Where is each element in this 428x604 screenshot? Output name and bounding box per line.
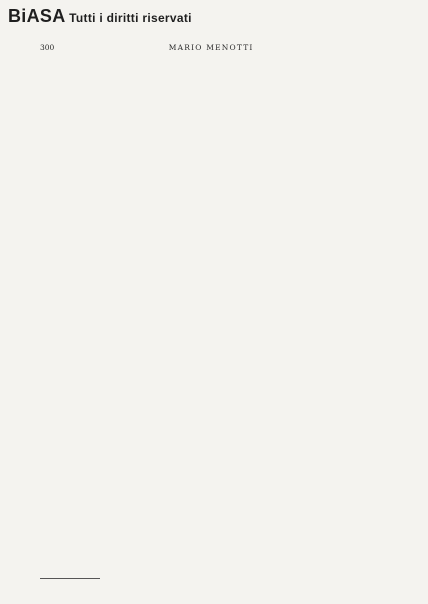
running-title: MARIO MENOTTI [168, 43, 254, 52]
running-header [40, 43, 388, 52]
page-number: 300 [40, 43, 55, 52]
watermark-brand: BiASA [8, 6, 66, 26]
watermark [8, 6, 192, 27]
footnotes [40, 578, 386, 581]
footnote-rule [40, 578, 100, 579]
watermark-rights: Tutti i diritti riservati [65, 11, 192, 25]
